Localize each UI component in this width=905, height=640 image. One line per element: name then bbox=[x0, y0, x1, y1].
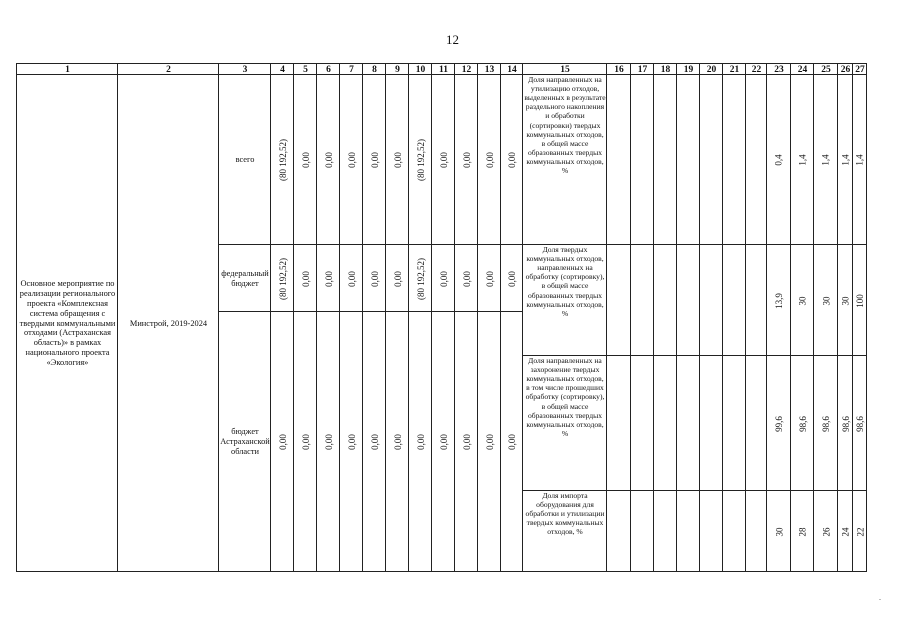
indicator-value-text: 13,9 bbox=[774, 292, 784, 309]
indicator-value bbox=[766, 355, 791, 491]
event-name bbox=[16, 74, 118, 572]
column-number-17-text: 17 bbox=[637, 64, 648, 75]
indicator-name-text: Доля твердых коммунальных отходов, направленных на обработку (сортировку), в общей массе образованных твердых коммунальных отходов, % bbox=[525, 245, 605, 318]
budget-value bbox=[454, 311, 478, 572]
empty-cell bbox=[699, 490, 723, 572]
budget-value-text: 0,00 bbox=[507, 270, 517, 287]
budget-value bbox=[316, 311, 340, 572]
table-border-right bbox=[866, 63, 867, 572]
funding-source bbox=[218, 244, 271, 312]
empty-cell bbox=[653, 355, 677, 491]
budget-value bbox=[270, 311, 294, 572]
funding-source-text: всего bbox=[235, 155, 255, 165]
budget-value bbox=[270, 74, 294, 245]
budget-value bbox=[408, 244, 432, 312]
budget-value-text: 0,00 bbox=[415, 434, 426, 450]
indicator-value-text: 100 bbox=[855, 293, 865, 308]
empty-cell bbox=[653, 490, 677, 572]
budget-value bbox=[362, 311, 386, 572]
budget-value bbox=[316, 74, 340, 245]
budget-value bbox=[408, 74, 432, 245]
indicator-value bbox=[790, 355, 814, 491]
funding-source bbox=[218, 74, 271, 245]
indicator-value-text: 1,4 bbox=[821, 154, 831, 166]
indicator-value bbox=[837, 244, 853, 356]
budget-value bbox=[454, 244, 478, 312]
empty-cell bbox=[630, 74, 654, 245]
empty-cell bbox=[606, 74, 631, 245]
column-number-22-text: 22 bbox=[751, 64, 762, 75]
empty-cell bbox=[606, 490, 631, 572]
indicator-value-text: 28 bbox=[797, 527, 808, 536]
indicator-value bbox=[766, 490, 791, 572]
executor-period-text: Минстрой, 2019-2024 bbox=[129, 318, 208, 328]
budget-value bbox=[385, 244, 409, 312]
empty-cell bbox=[699, 355, 723, 491]
empty-cell bbox=[630, 244, 654, 356]
budget-value-text: 0,00 bbox=[484, 270, 495, 287]
empty-cell bbox=[699, 74, 723, 245]
budget-value-text: 0,00 bbox=[369, 270, 380, 287]
budget-value-text: 0,00 bbox=[461, 152, 472, 168]
budget-value bbox=[339, 311, 363, 572]
budget-value bbox=[316, 244, 340, 312]
indicator-value-text: 30 bbox=[797, 296, 808, 305]
column-number-14-text: 14 bbox=[507, 64, 517, 75]
budget-value-text: 0,00 bbox=[484, 434, 495, 450]
empty-cell bbox=[722, 490, 746, 572]
indicator-name bbox=[522, 490, 607, 572]
budget-value-text: 0,00 bbox=[346, 270, 357, 287]
budget-value bbox=[431, 311, 455, 572]
executor-period bbox=[117, 74, 219, 572]
budget-value-text: 0,00 bbox=[323, 152, 334, 168]
indicator-value-text: 1,4 bbox=[797, 154, 808, 166]
indicator-value bbox=[852, 244, 867, 356]
empty-cell bbox=[653, 244, 677, 356]
empty-cell bbox=[745, 490, 767, 572]
budget-value-text: 0,00 bbox=[323, 270, 334, 287]
budget-value-text: 0,00 bbox=[346, 152, 357, 168]
indicator-value bbox=[813, 355, 838, 491]
indicator-name-text: Доля направленных на утилизацию отходов, выделенных в результате раздельного накопления и обработки (сортировки) твердых коммунальных отходов, в общей массе образованных твердых коммунальных отходов, % bbox=[524, 75, 606, 176]
budget-value-text: 0,00 bbox=[461, 270, 472, 287]
column-number-11-text: 11 bbox=[439, 64, 448, 75]
event-name-text: Основное мероприятие по реализации регионального проекта «Комплексная система обращения с твердыми коммунальными отходами (Астраханская область)» в рамках национального проекта «Экология» bbox=[19, 278, 116, 368]
column-number-10-text: 10 bbox=[415, 64, 426, 75]
budget-value bbox=[500, 311, 523, 572]
budget-value-text: (80 192,52) bbox=[277, 139, 288, 181]
indicator-value-text: 98,6 bbox=[797, 415, 808, 432]
budget-value bbox=[454, 74, 478, 245]
budget-value-text: 0,00 bbox=[392, 152, 403, 168]
empty-cell bbox=[745, 244, 767, 356]
indicator-value bbox=[852, 355, 867, 491]
budget-value-text: (80 192,52) bbox=[415, 257, 426, 300]
indicator-value bbox=[837, 355, 853, 491]
budget-value bbox=[431, 244, 455, 312]
column-number-12-text: 12 bbox=[461, 64, 472, 75]
budget-value-text: 0,00 bbox=[300, 434, 311, 450]
column-number-13-text: 13 bbox=[484, 64, 495, 75]
empty-cell bbox=[606, 355, 631, 491]
column-number-5-text: 5 bbox=[303, 64, 308, 75]
budget-value-text: 0,00 bbox=[392, 270, 403, 287]
budget-value bbox=[477, 74, 501, 245]
indicator-value-text: 98,6 bbox=[840, 415, 851, 432]
budget-value bbox=[408, 311, 432, 572]
column-number-16-text: 16 bbox=[614, 64, 624, 75]
column-number-6-text: 6 bbox=[326, 64, 331, 75]
indicator-value bbox=[790, 74, 814, 245]
empty-cell bbox=[745, 74, 767, 245]
indicator-value bbox=[813, 490, 838, 572]
budget-value-text: 0,00 bbox=[323, 434, 334, 450]
column-number-20-text: 20 bbox=[706, 64, 717, 75]
budget-value-text: 0,00 bbox=[277, 434, 288, 450]
budget-value-text: 0,00 bbox=[438, 270, 449, 287]
empty-cell bbox=[722, 355, 746, 491]
budget-value bbox=[293, 311, 317, 572]
empty-cell bbox=[653, 74, 677, 245]
indicator-value-text: 98,6 bbox=[821, 415, 831, 432]
budget-value-text: 0,00 bbox=[438, 152, 449, 168]
indicator-value-text: 30 bbox=[840, 296, 851, 305]
column-number-18-text: 18 bbox=[660, 64, 671, 75]
column-number-7-text: 7 bbox=[349, 64, 354, 75]
scan-mark: . bbox=[879, 593, 881, 602]
indicator-value bbox=[852, 74, 867, 245]
budget-value-text: (80 192,52) bbox=[415, 139, 426, 181]
empty-cell bbox=[745, 355, 767, 491]
indicator-value bbox=[766, 244, 791, 356]
funding-source-text: федеральный бюджет bbox=[221, 268, 269, 288]
budget-value-text: 0,00 bbox=[300, 152, 311, 168]
budget-value bbox=[477, 244, 501, 312]
indicator-value-text: 30 bbox=[821, 296, 831, 305]
empty-cell bbox=[722, 74, 746, 245]
column-number-26-text: 26 bbox=[840, 64, 851, 75]
budget-value bbox=[362, 244, 386, 312]
budget-value bbox=[339, 244, 363, 312]
budget-value-text: 0,00 bbox=[300, 270, 311, 287]
indicator-value-text: 24 bbox=[840, 527, 851, 536]
empty-cell bbox=[630, 490, 654, 572]
indicator-value-text: 30 bbox=[774, 527, 784, 536]
budget-value-text: 0,00 bbox=[369, 434, 380, 450]
indicator-name bbox=[522, 74, 607, 245]
budget-value-text: 0,00 bbox=[484, 152, 495, 168]
column-number-27-text: 27 bbox=[855, 64, 865, 75]
funding-source-text: бюджет Астраханской области bbox=[220, 427, 270, 456]
indicator-value bbox=[837, 74, 853, 245]
empty-cell bbox=[676, 355, 700, 491]
column-number-21-text: 21 bbox=[729, 64, 740, 75]
empty-cell bbox=[606, 244, 631, 356]
empty-cell bbox=[630, 355, 654, 491]
budget-value bbox=[500, 244, 523, 312]
indicator-value bbox=[790, 490, 814, 572]
column-number-3-text: 3 bbox=[242, 64, 248, 75]
column-number-24-text: 24 bbox=[797, 64, 808, 75]
page-number: 12 bbox=[446, 32, 459, 47]
budget-value bbox=[339, 74, 363, 245]
column-number-1-text: 1 bbox=[65, 64, 70, 75]
budget-value bbox=[362, 74, 386, 245]
budget-value-text: 0,00 bbox=[461, 434, 472, 450]
budget-value bbox=[500, 74, 523, 245]
budget-value bbox=[477, 311, 501, 572]
indicator-value-text: 1,4 bbox=[855, 154, 865, 166]
column-number-4-text: 4 bbox=[280, 64, 285, 75]
empty-cell bbox=[676, 74, 700, 245]
indicator-value-text: 1,4 bbox=[840, 154, 851, 166]
indicator-name-text: Доля направленных на захоронение твердых коммунальных отходов, в том числе прошедших обработку (сортировку), в общей массе образованных твердых коммунальных отходов, % bbox=[525, 356, 605, 438]
indicator-value-text: 22 bbox=[855, 527, 865, 536]
indicator-value bbox=[790, 244, 814, 356]
indicator-value bbox=[813, 244, 838, 356]
empty-cell bbox=[676, 244, 700, 356]
budget-value-text: 0,00 bbox=[392, 434, 403, 450]
indicator-name bbox=[522, 244, 607, 356]
empty-cell bbox=[699, 244, 723, 356]
column-number-2-text: 2 bbox=[166, 64, 171, 75]
column-number-25-text: 25 bbox=[821, 64, 831, 75]
budget-value-text: 0,00 bbox=[507, 434, 517, 450]
indicator-value-text: 26 bbox=[821, 527, 831, 536]
column-number-23-text: 23 bbox=[774, 64, 784, 75]
empty-cell bbox=[676, 490, 700, 572]
indicator-value-text: 99,6 bbox=[774, 415, 784, 432]
column-number-19-text: 19 bbox=[683, 64, 694, 75]
table-border-bottom bbox=[16, 571, 867, 572]
indicator-value bbox=[766, 74, 791, 245]
budget-value-text: 0,00 bbox=[507, 152, 517, 168]
funding-source bbox=[218, 311, 271, 572]
indicator-value bbox=[813, 74, 838, 245]
indicator-value-text: 98,6 bbox=[855, 415, 865, 432]
budget-value bbox=[385, 311, 409, 572]
budget-value-text: (80 192,52) bbox=[277, 257, 288, 300]
column-number-15-text: 15 bbox=[560, 64, 570, 75]
budget-value-text: 0,00 bbox=[346, 434, 357, 450]
budget-value bbox=[293, 74, 317, 245]
indicator-value bbox=[852, 490, 867, 572]
indicator-name bbox=[522, 355, 607, 491]
budget-value-text: 0,00 bbox=[369, 152, 380, 168]
budget-value bbox=[293, 244, 317, 312]
indicator-name-text: Доля импорта оборудования для обработки и утилизации твердых коммунальных отходов, % bbox=[525, 491, 605, 537]
budget-value-text: 0,00 bbox=[438, 434, 449, 450]
budget-value bbox=[270, 244, 294, 312]
indicator-value bbox=[837, 490, 853, 572]
column-number-9-text: 9 bbox=[395, 64, 400, 75]
empty-cell bbox=[722, 244, 746, 356]
indicator-value-text: 0,4 bbox=[774, 154, 784, 166]
budget-value bbox=[431, 74, 455, 245]
column-number-8-text: 8 bbox=[372, 64, 377, 75]
budget-value bbox=[385, 74, 409, 245]
